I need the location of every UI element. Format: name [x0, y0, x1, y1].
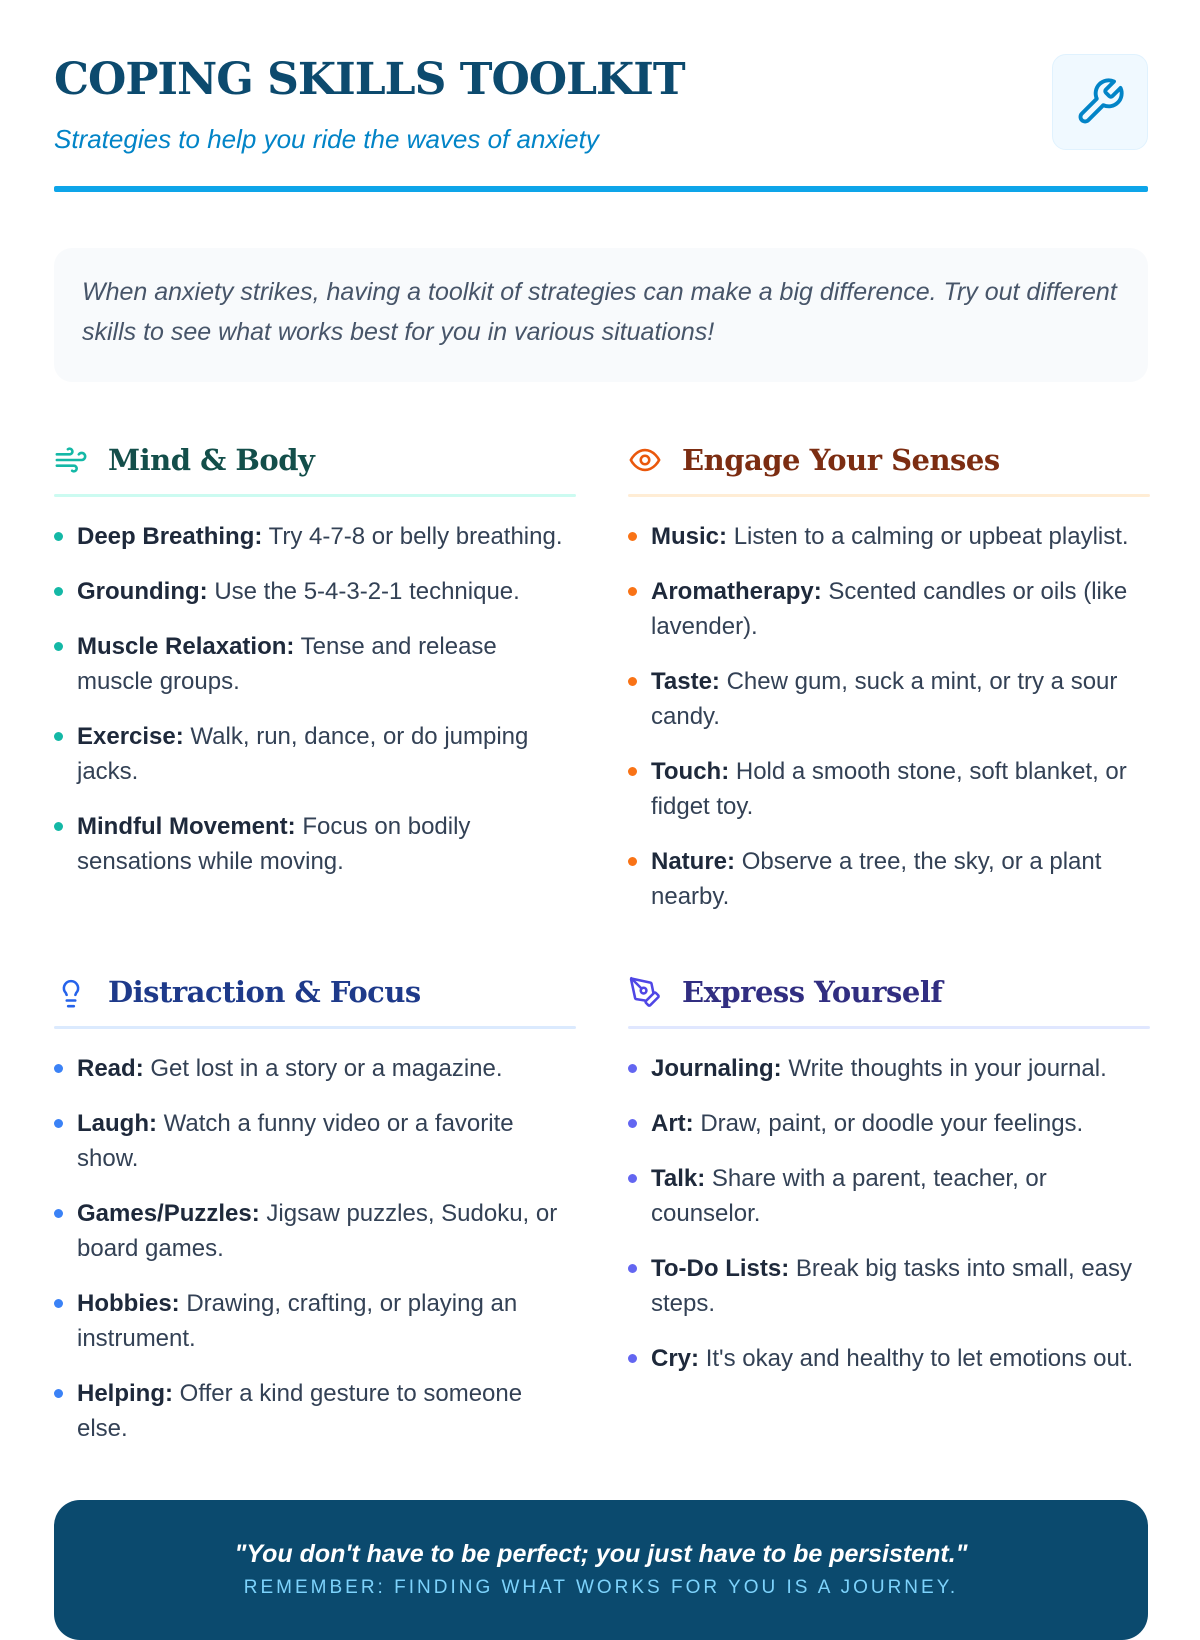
lightbulb-icon — [54, 975, 88, 1009]
section-engage-senses — [628, 434, 1150, 934]
list-item — [54, 1376, 576, 1446]
item-text: Hold a smooth stone, soft blanket, or fidget toy. — [651, 758, 1127, 820]
wrench-badge — [1052, 54, 1148, 150]
bullet-icon — [54, 1389, 63, 1398]
bullet-icon — [628, 1264, 637, 1273]
bullet-icon — [628, 1354, 637, 1363]
item-term: Read: — [77, 1055, 144, 1082]
item-term: Talk: — [651, 1165, 706, 1192]
list-item — [628, 754, 1150, 824]
section-divider — [54, 494, 576, 497]
page-header — [54, 0, 1148, 194]
section-title: Mind & Body — [108, 443, 315, 477]
item-term: Art: — [651, 1110, 694, 1137]
header-divider — [54, 186, 1148, 192]
section-header — [628, 434, 1150, 486]
section-header — [628, 966, 1150, 1018]
bullet-icon — [54, 1064, 63, 1073]
bullet-icon — [54, 642, 63, 651]
item-text: Share with a parent, teacher, or counselor. — [651, 1165, 1047, 1227]
list-item — [628, 1251, 1150, 1321]
list-item — [628, 664, 1150, 734]
item-text: Break big tasks into small, easy steps. — [651, 1255, 1133, 1317]
item-text: Observe a tree, the sky, or a plant nearby. — [651, 848, 1102, 910]
item-text: Use the 5-4-3-2-1 technique. — [214, 578, 520, 605]
bullet-icon — [54, 1209, 63, 1218]
item-term: Deep Breathing: — [77, 523, 263, 550]
section-header — [54, 434, 576, 486]
quote-banner — [54, 1500, 1148, 1640]
item-text: Walk, run, dance, or do jumping jacks. — [77, 723, 529, 785]
item-term: Muscle Relaxation: — [77, 633, 295, 660]
item-term: Hobbies: — [77, 1290, 180, 1317]
bullet-icon — [54, 1119, 63, 1128]
bullet-icon — [628, 1119, 637, 1128]
pen-tool-icon — [628, 975, 662, 1009]
bullet-icon — [628, 767, 637, 776]
toolkit-page — [54, 0, 1148, 1598]
item-term: Touch: — [651, 758, 730, 785]
item-text: It's okay and healthy to let emotions out. — [705, 1345, 1134, 1372]
item-term: Helping: — [77, 1380, 173, 1407]
list-item — [628, 1051, 1150, 1086]
page-title: COPING SKILLS TOOLKIT — [54, 54, 685, 105]
intro-text: When anxiety strikes, having a toolkit of strategies can make a big difference. Try out different skills to see what works best for you in various situations! — [82, 278, 1117, 346]
bullet-icon — [628, 1174, 637, 1183]
bullet-icon — [54, 532, 63, 541]
bullet-icon — [628, 1064, 637, 1073]
item-term: Aromatherapy: — [651, 578, 822, 605]
list-item — [628, 574, 1150, 644]
item-term: Taste: — [651, 668, 720, 695]
item-text: Tense and release muscle groups. — [77, 633, 497, 695]
item-text: Scented candles or oils (like lavender). — [651, 578, 1128, 640]
list-item — [628, 1161, 1150, 1231]
section-divider — [628, 494, 1150, 497]
bullet-icon — [54, 732, 63, 741]
list-item — [54, 519, 576, 554]
item-text: Offer a kind gesture to someone else. — [77, 1380, 523, 1442]
reminder-text: REMEMBER: FINDING WHAT WORKS FOR YOU IS A JOURNEY. — [243, 1577, 959, 1598]
item-text: Jigsaw puzzles, Sudoku, or board games. — [77, 1200, 558, 1262]
item-term: Cry: — [651, 1345, 700, 1372]
bullet-icon — [628, 857, 637, 866]
bullet-icon — [54, 822, 63, 831]
list-item — [628, 519, 1150, 554]
list-item — [54, 1051, 576, 1086]
skill-list — [54, 519, 576, 879]
eye-icon — [628, 443, 662, 477]
list-item — [54, 629, 576, 699]
item-term: Laugh: — [77, 1110, 157, 1137]
bullet-icon — [54, 1299, 63, 1308]
item-text: Write thoughts in your journal. — [788, 1055, 1107, 1082]
item-text: Get lost in a story or a magazine. — [150, 1055, 503, 1082]
list-item — [54, 719, 576, 789]
section-header — [54, 966, 576, 1018]
section-divider — [54, 1026, 576, 1029]
item-text: Chew gum, suck a mint, or try a sour candy. — [651, 668, 1118, 730]
list-item — [54, 574, 576, 609]
section-divider — [628, 1026, 1150, 1029]
item-term: Nature: — [651, 848, 736, 875]
section-express-yourself — [628, 966, 1150, 1396]
list-item — [54, 1106, 576, 1176]
bullet-icon — [628, 587, 637, 596]
bullet-icon — [628, 677, 637, 686]
item-term: Mindful Movement: — [77, 813, 296, 840]
wrench-icon — [1074, 76, 1126, 128]
section-title: Express Yourself — [682, 975, 943, 1009]
item-term: Journaling: — [651, 1055, 782, 1082]
bullet-icon — [54, 587, 63, 596]
section-distraction-focus — [54, 966, 576, 1466]
skill-list — [628, 1051, 1150, 1376]
item-text: Try 4-7-8 or belly breathing. — [268, 523, 563, 550]
item-text: Watch a funny video or a favorite show. — [77, 1110, 514, 1172]
item-text: Draw, paint, or doodle your feelings. — [700, 1110, 1084, 1137]
item-text: Listen to a calming or upbeat playlist. — [733, 523, 1129, 550]
section-title: Engage Your Senses — [682, 443, 1000, 477]
wind-icon — [54, 443, 88, 477]
item-term: Games/Puzzles: — [77, 1200, 260, 1227]
skill-list — [54, 1051, 576, 1446]
list-item — [628, 844, 1150, 914]
list-item — [54, 809, 576, 879]
list-item — [54, 1196, 576, 1266]
page-subtitle: Strategies to help you ride the waves of anxiety — [54, 124, 599, 154]
bullet-icon — [628, 532, 637, 541]
item-term: Music: — [651, 523, 728, 550]
list-item — [628, 1106, 1150, 1141]
skill-list — [628, 519, 1150, 914]
item-text: Drawing, crafting, or playing an instrument. — [77, 1290, 518, 1352]
quote-text: "You don't have to be perfect; you just have to be persistent." — [234, 1540, 968, 1568]
intro-box — [54, 248, 1148, 382]
section-title: Distraction & Focus — [108, 975, 421, 1009]
list-item — [628, 1341, 1150, 1376]
section-mind-body — [54, 434, 576, 899]
list-item — [54, 1286, 576, 1356]
item-text: Focus on bodily sensations while moving. — [77, 813, 471, 875]
item-term: Exercise: — [77, 723, 184, 750]
item-term: To-Do Lists: — [651, 1255, 790, 1282]
item-term: Grounding: — [77, 578, 208, 605]
